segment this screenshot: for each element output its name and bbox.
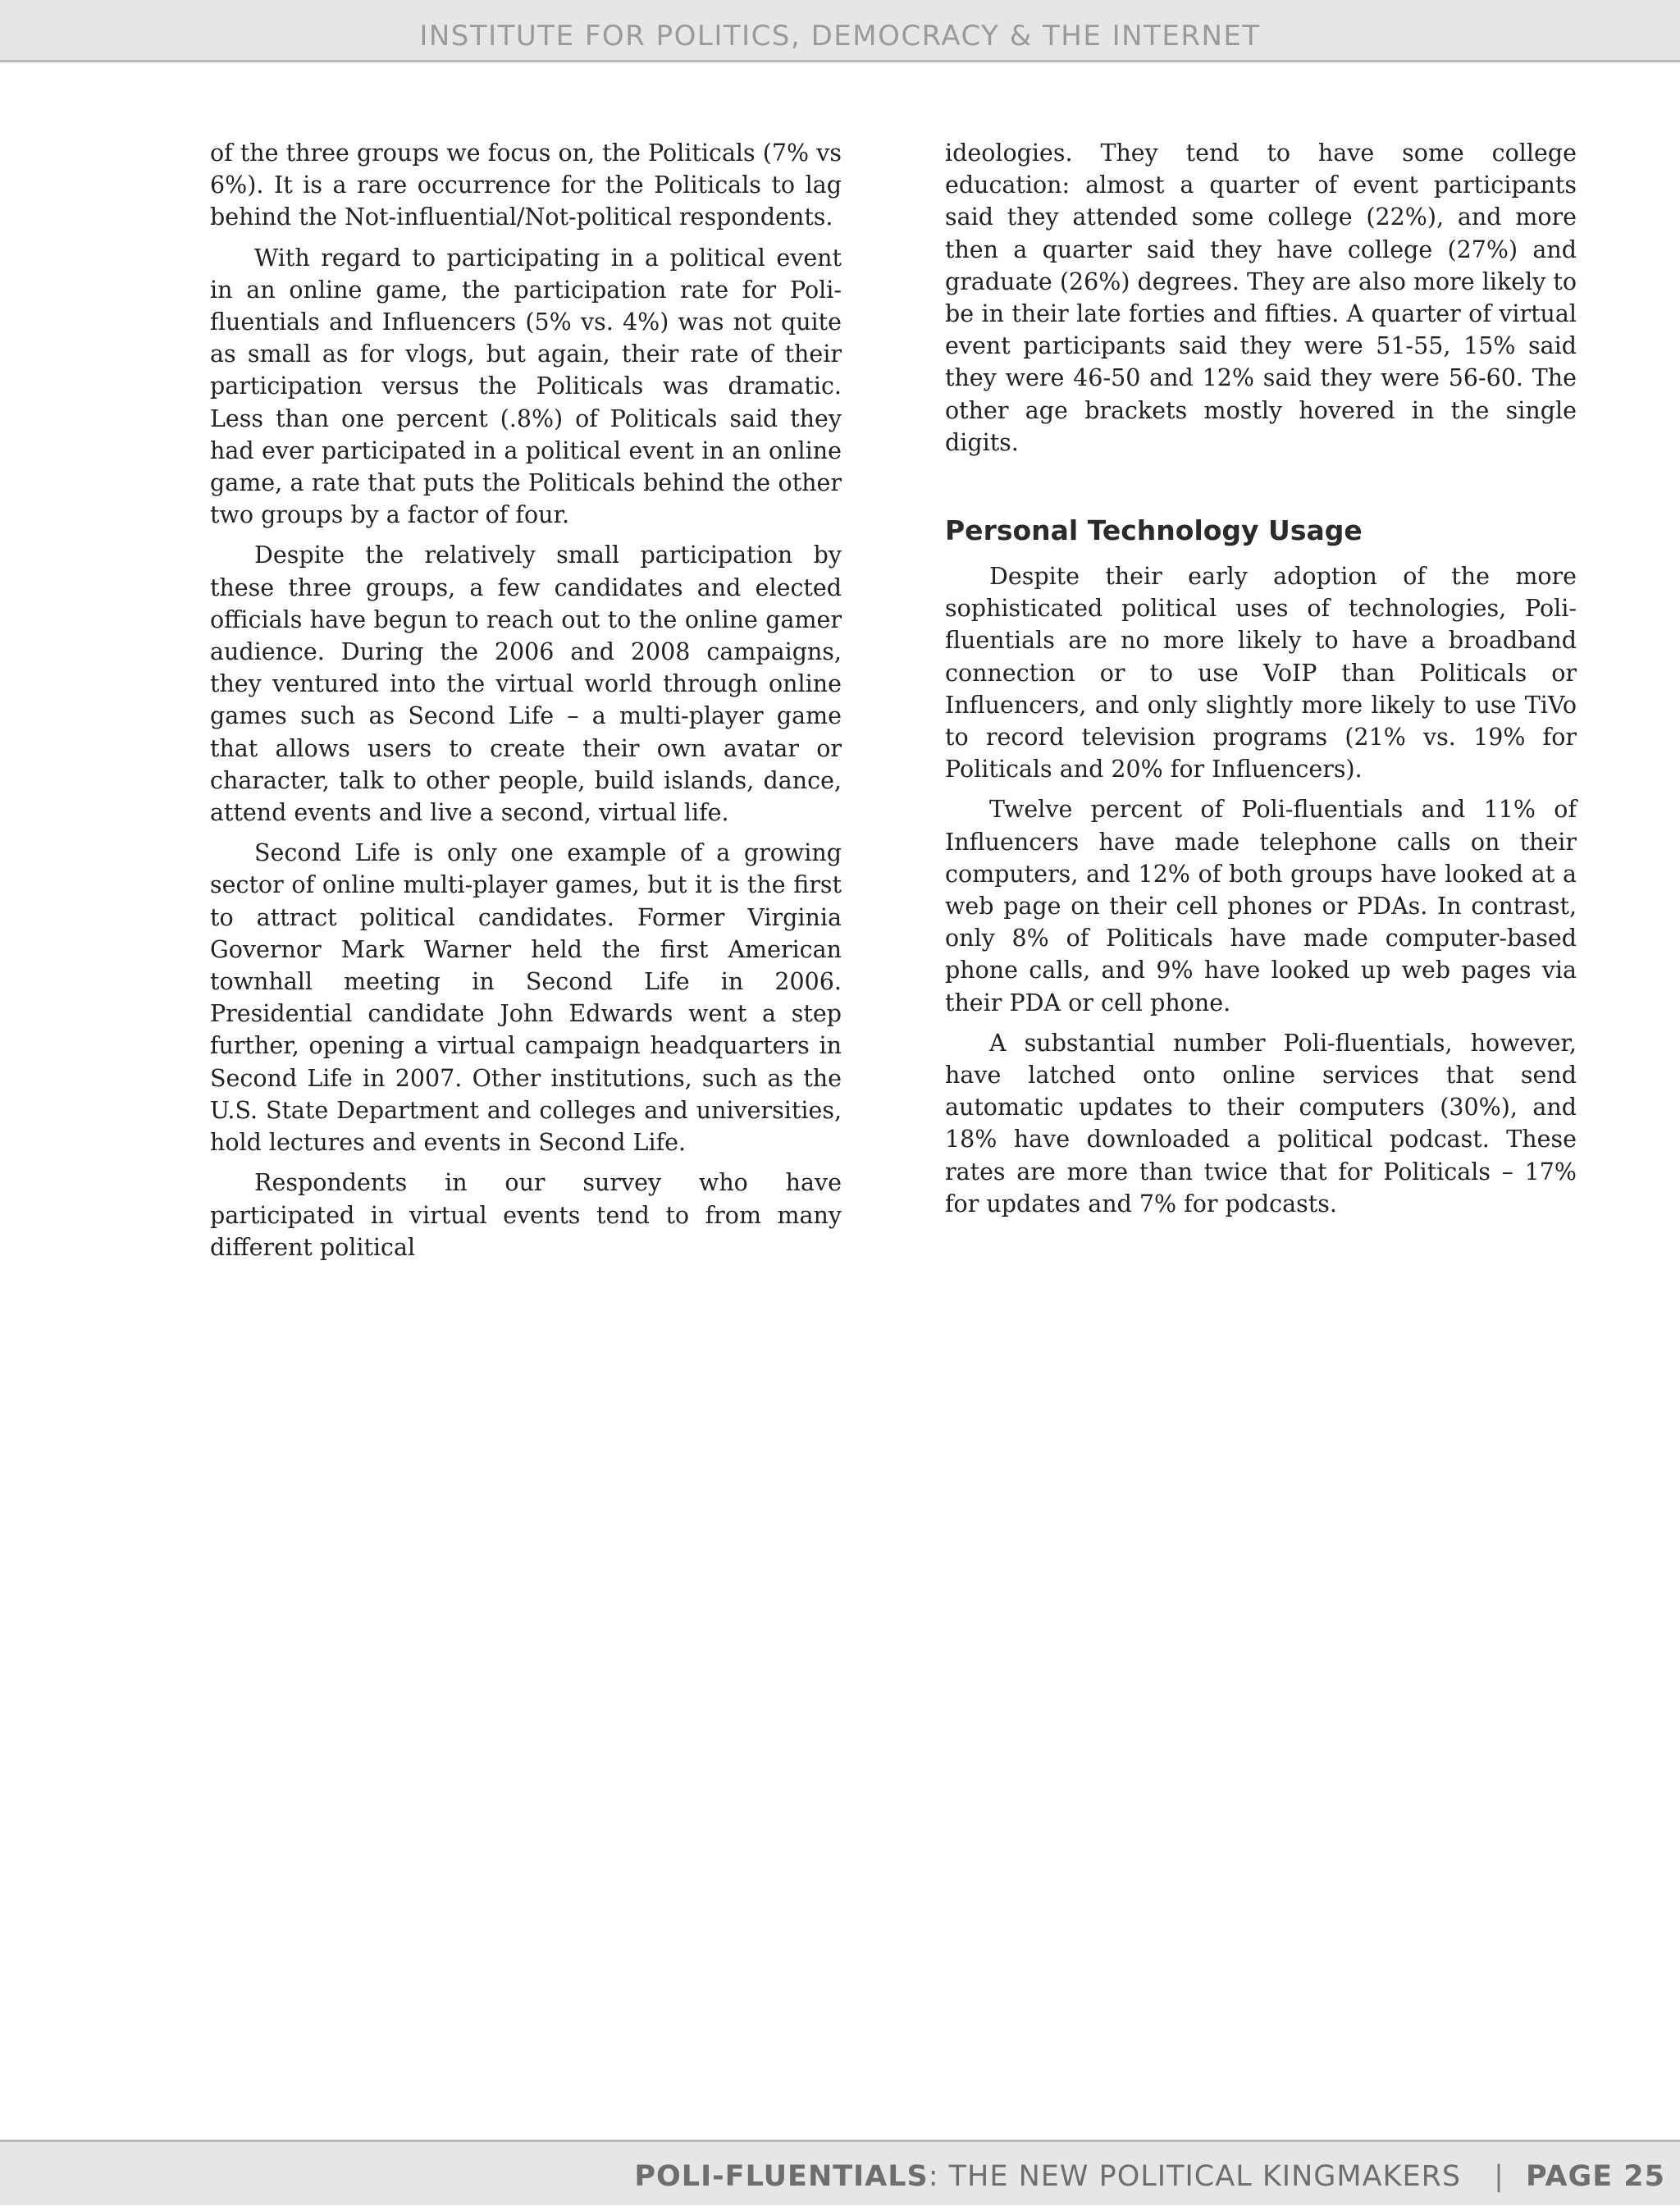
footer-subtitle: : THE NEW POLITICAL KINGMAKERS bbox=[928, 2160, 1462, 2193]
right-column bbox=[945, 137, 1577, 1228]
footer-content bbox=[634, 2142, 1665, 2205]
paragraph: Despite the relatively small participation by these three groups, a few candidates and elected officials have begun to reach out to the online gamer audience. During the 2006 and 2008 campaigns, they ventured into the virtual world through online games such as Second Life – a multi-player game that allows users to create their own avatar or character, talk to other people, build islands, dance, attend events and live a second, virtual life. bbox=[210, 541, 842, 827]
running-footer bbox=[0, 2140, 1680, 2205]
paragraph: Respondents in our survey who have participated in virtual events tend to from many different political bbox=[210, 1169, 842, 1261]
footer-report-name: POLI-FLUENTIALS bbox=[634, 2160, 929, 2193]
paragraph: A substantial number Poli-fluentials, however, have latched onto online services that send automatic updates to their computers (30%), and 18% have downloaded a political podcast. These rates are more than twice that for Politicals – 17% for updates and 7% for podcasts. bbox=[945, 1029, 1577, 1217]
header-title: INSTITUTE FOR POLITICS, DEMOCRACY & THE INTERNET bbox=[419, 20, 1261, 53]
section-heading: Personal Technology Usage bbox=[945, 514, 1363, 547]
paragraph: ideologies. They tend to have some college education: almost a quarter of event participants said they attended some college (22%), and more then a quarter said they have college (27%) and graduate (26%) degrees. They are also more likely to be in their late forties and fifties. A quarter of virtual event participants said they were 51-55, 15% said they were 46-50 and 12% said they were 56-60. The other age brackets mostly hovered in the single digits. bbox=[945, 139, 1577, 456]
paragraph: Twelve percent of Poli-fluentials and 11% of Influencers have made telephone calls on their computers, and 12% of both groups have looked at a web page on their cell phones or PDAs. In contrast, only 8% of Politicals have made computer-based phone calls, and 9% have looked up web pages via their PDA or cell phone. bbox=[945, 796, 1577, 1016]
running-header bbox=[0, 0, 1680, 62]
paragraph: With regard to participating in a political event in an online game, the participation rate for Poli-fluentials and Influencers (5% vs. 4%) was not quite as small as for vlogs, but again, their rate of their participation versus the Politicals was dramatic. Less than one percent (.8%) of Politicals said they had ever participated in a political event in an online game, a rate that puts the Politicals behind the other two groups by a factor of four. bbox=[210, 244, 842, 529]
page-number: PAGE 25 bbox=[1525, 2160, 1665, 2193]
footer-separator: | bbox=[1494, 2160, 1504, 2193]
paragraph: Second Life is only one example of a growing sector of online multi-player games, but it is the first to attract political candidates. Former Virginia Governor Mark Warner held the first American townhall meeting in Second Life in 2006. Presidential candidate John Edwards went a step further, opening a virtual campaign headquarters in Second Life in 2007. Other institutions, such as the U.S. State Department and colleges and universities, hold lectures and events in Second Life. bbox=[210, 839, 842, 1157]
paragraph: Despite their early adoption of the more sophisticated political uses of technologies, Poli-fluentials are no more likely to have a broadband connection or to use VoIP than Politicals or Influencers, and only slightly more likely to use TiVo to record television programs (21% vs. 19% for Politicals and 20% for Influencers). bbox=[945, 563, 1577, 783]
left-column bbox=[210, 137, 842, 1272]
paragraph: of the three groups we focus on, the Politicals (7% vs 6%). It is a rare occurrence for the Politicals to lag behind the Not-influential/Not-political respondents. bbox=[210, 139, 842, 231]
